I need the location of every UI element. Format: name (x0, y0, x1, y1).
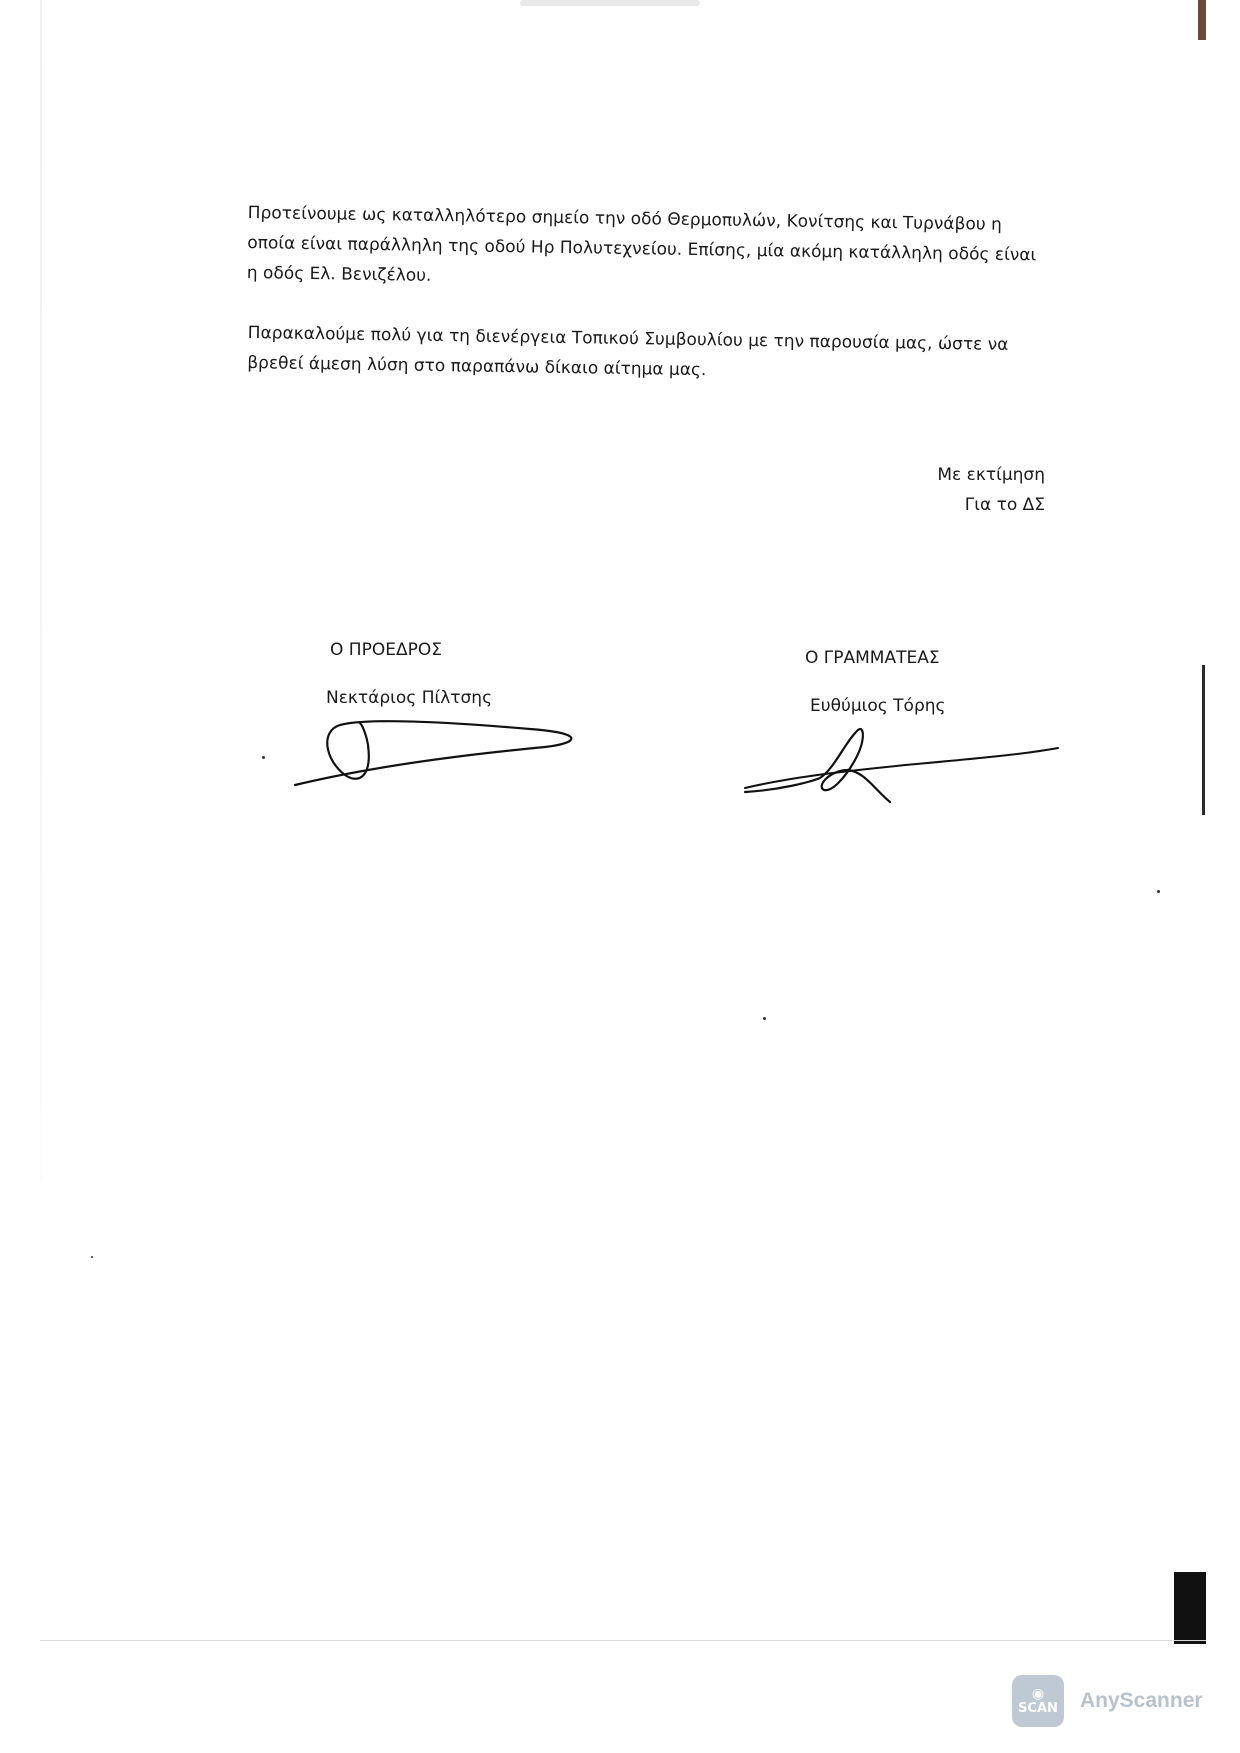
scan-speck (91, 1256, 93, 1258)
scan-speck (262, 756, 265, 759)
scan-speck (763, 1017, 766, 1020)
scan-smudge (520, 0, 700, 6)
president-signature (290, 705, 580, 795)
closing-block (937, 460, 1045, 520)
president-name: Νεκτάριος Πίλτσης (326, 688, 493, 708)
scan-icon-text: SCAN (1018, 1700, 1058, 1716)
scan-bottom-edge (40, 1640, 1206, 1641)
scan-edge-right-bottom (1174, 1572, 1206, 1644)
closing-for-board: Για το ΔΣ (964, 495, 1045, 515)
scan-edge-right (1202, 665, 1205, 815)
secretary-name: Ευθύμιος Τόρης (810, 696, 946, 716)
paragraph-text: Παρακαλούμε πολύ για τη διενέργεια Τοπικού Συμβουλίου με την παρουσία μας, ώστε να βρεθεί άμεση λύση στο παραπάνω δίκαιο αίτημα μας. (247, 322, 1009, 381)
scan-app-icon: ◉ SCAN (1012, 1675, 1064, 1727)
paragraph-proposal (247, 198, 1038, 300)
scan-edge-right-top (1198, 0, 1206, 40)
closing-regards: Με εκτίμηση (937, 465, 1045, 485)
scan-speck (1157, 890, 1160, 893)
secretary-role: Ο ΓΡΑΜΜΑΤΕΑΣ (805, 648, 940, 668)
president-role: Ο ΠΡΟΕΔΡΟΣ (330, 640, 442, 660)
paragraph-request (247, 318, 1038, 390)
paragraph-text: Προτείνουμε ως καταλληλότερο σημείο την οδό Θερμοπυλών, Κονίτσης και Τυρνάβου η οποία είναι παράλληλη της οδού Ηρ Πολυτεχνείου. Επίσης, μία ακόμη κατάλληλη οδός είναι η οδός Ελ. Βενιζέλου. (246, 202, 1037, 286)
secretary-signature (740, 720, 1060, 815)
scan-edge-left (40, 0, 42, 1180)
watermark-brand: AnyScanner (1080, 1689, 1203, 1712)
anyscanner-watermark (1012, 1675, 1203, 1727)
